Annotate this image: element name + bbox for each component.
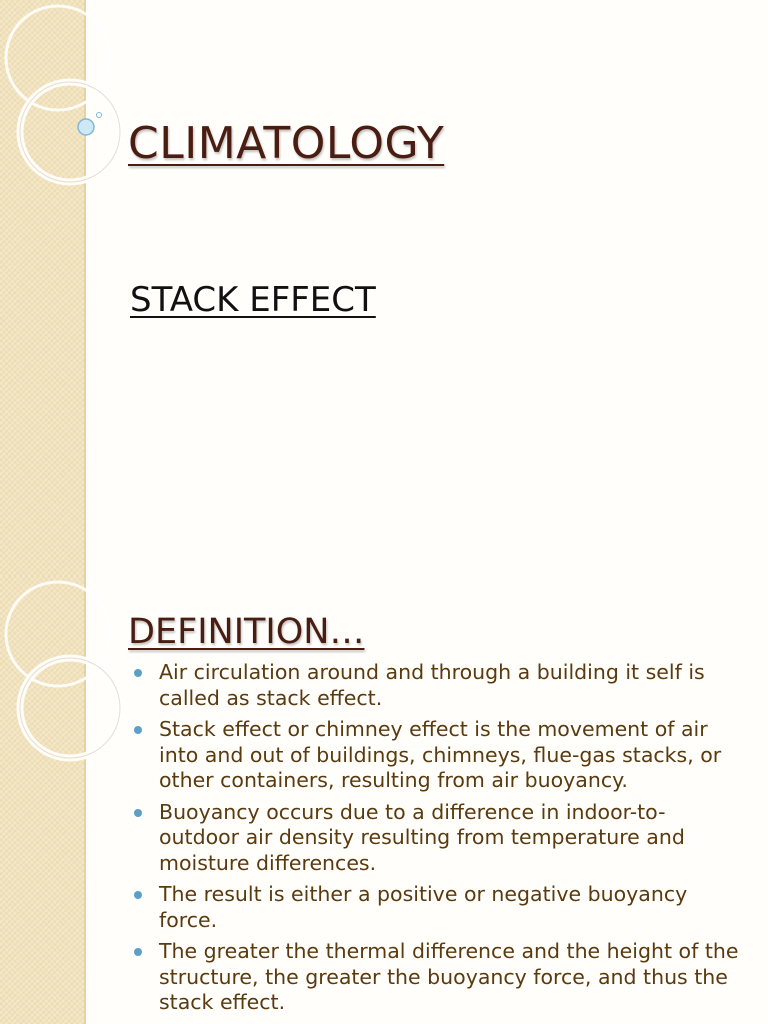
decorative-rings-icon (0, 0, 140, 220)
decorative-rings-icon (0, 576, 140, 796)
bullet-icon (134, 669, 142, 677)
bullet-icon (134, 726, 142, 734)
definition-list (130, 660, 740, 1022)
bullet-icon (134, 948, 142, 956)
bullet-text: The result is either a positive or negative buoyancy force. (159, 882, 688, 932)
section-heading: DEFINITION… (128, 612, 365, 652)
bullet-icon (134, 809, 142, 817)
list-item (130, 882, 740, 933)
bullet-text: Air circulation around and through a building it self is called as stack effect. (159, 660, 705, 710)
list-item (130, 660, 740, 711)
slide-subtitle: STACK EFFECT (130, 280, 376, 320)
bullet-text: Buoyancy occurs due to a difference in indoor-to-outdoor air density resulting from temperature and moisture differences. (159, 799, 685, 875)
slide-title: CLIMATOLOGY (128, 118, 445, 169)
definition-slide (0, 576, 768, 1024)
list-item (130, 717, 740, 794)
bullet-text: The greater the thermal difference and the height of the structure, the greater the buoyancy force, and thus the stack effect. (159, 939, 739, 1014)
bullet-icon (134, 891, 142, 899)
list-item (130, 939, 740, 1016)
list-item (130, 800, 740, 877)
bullet-text: Stack effect or chimney effect is the movement of air into and out of buildings, chimneys, flue-gas stacks, or other containers, resulting from air buoyancy. (159, 717, 722, 792)
